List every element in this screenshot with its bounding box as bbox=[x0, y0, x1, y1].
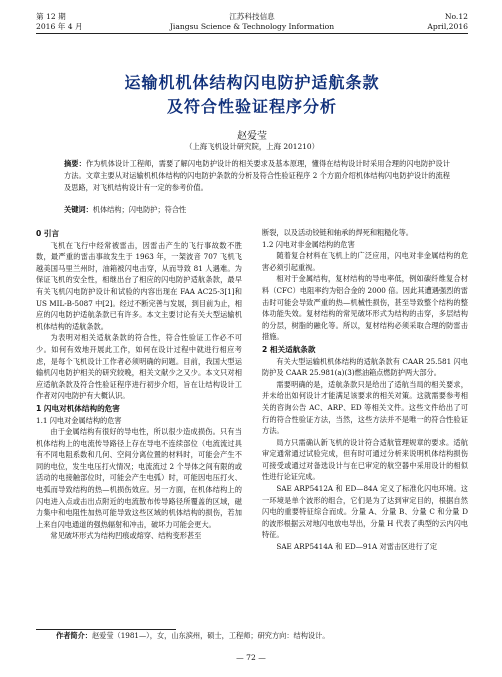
paragraph: 断裂，以及活动铰链和轴承的焊死和粗糙化等。 bbox=[262, 228, 413, 237]
footnote-rule bbox=[36, 629, 176, 630]
page-number: — 72 — bbox=[236, 653, 266, 662]
journal-name-cn: 江苏科技信息 bbox=[229, 12, 275, 21]
title-line-2: 及符合性验证程序分析 bbox=[166, 97, 337, 116]
keywords bbox=[64, 204, 450, 215]
paragraph: 由于金属结构有很好的导电性，所以很少造成损伤。只有当机体结构上的电流传导路径上存在导电不连续部位（电流流过具有不同电阻系数和几何、空间分离位置的材料时，可能会产生不同的电位，发生电压打火情况；电流流过 2 个导体之间有限的或活动的电接触部位时，可能会产生电弧）时，可能因电压打火、电弧而导致结构的热—机损伤效应。另一方面，在机体结构上的闪电进入点或击出点附近的电流散布传导路径所覆盖的区域，磁力集中和电阻性加热可能导致这些区域的机体结构的损伤，若加上来自闪电通道的强热辐射和冲击，破坏力可能会更大。 bbox=[36, 427, 242, 529]
footnote-label: 作者简介： bbox=[56, 631, 92, 640]
section-0-heading: 0 引言 bbox=[36, 229, 60, 238]
abstract bbox=[64, 158, 450, 193]
paragraph: 为表明对相关适航条款的符合性，符合性验证工作必不可少。如何有效地开展此工作，如何在设计过程中就进行相应考虑，是每个飞机设计工作者必须明确的问题。目前，我国大型运输机闪电防护相关的研究较晚，相关文献少之又少。本文只对相应适航条款及符合性验证程序进行初步介绍，旨在让结构设计工作者对闪电防护有大概认识。 bbox=[36, 333, 242, 401]
header-rule bbox=[36, 33, 468, 34]
paragraph: 局方只需确认新飞机的设计符合适航管理规章的要求。适航审定通常通过试验完成，但有时可通过分析来说明机体结构损伤可接受或通过对备选设计与在已审定的航空器中采用设计的相似性进行论证完成。 bbox=[262, 437, 468, 482]
paragraph: 随着复合材料在飞机上的广泛应用，闪电对非金属结构的危害必须引起重视。 bbox=[262, 251, 468, 272]
author-affiliation: （上海飞机设计研究院，上海 201210） bbox=[184, 142, 320, 151]
paragraph: 常见破坏形式为结构凹痕或熔穿、结构变形甚至 bbox=[50, 531, 202, 541]
paragraph: 有关大型运输机机体结构的适航条款有 CAAR 25.581 闪电防护及 CAAR 25.981(a)(3)燃油箱点燃防护两大部分。 bbox=[262, 356, 468, 378]
section-1-1-heading: 1.1 闪电对金属结构的危害 bbox=[36, 415, 122, 425]
issue-number-en: No.12 bbox=[444, 12, 468, 21]
left-column bbox=[36, 227, 242, 542]
footnote-text: 赵爱莹（1981—），女，山东滨州，硕士，工程师；研究方向：结构设计。 bbox=[91, 631, 330, 640]
author-name: 赵爱莹 bbox=[237, 131, 267, 142]
paragraph: 相对于金属结构，复材结构的导电率低，例如碳纤维复合材料（CFC）电阻率约为铝合金的 2000 倍。因此其遭遇强烈的雷击时可能会导致严重的热—机械性损伤，甚至导致整个结构的整体功能失效。复材结构的常见破坏形式为结构的击穿，多层结构的分层，树脂的融化等。所以，复材结构必须采取合理的防雷击措施。 bbox=[262, 274, 468, 342]
keywords-text: 机体结构；闪电防护；符合性 bbox=[92, 205, 187, 214]
issue-info-en bbox=[427, 12, 468, 32]
paragraph: 飞机在飞行中经常被雷击，因雷击产生的飞行事故数不胜数，最严重的雷击事故发生于 1963 年，一架波音 707 飞机飞越美国马里兰州时，油箱被闪电击穿，从而导致 81 人遇难。为保证飞机的安全性，相继出台了相应的闪电防护适航条款，最早有关飞机闪电防护设计和试验的内容出现在 FAA AC25-3[1]和 US MIL-B-5087 中[2]。经过不断完善与发展，到目前为止，相应的闪电防护适航条款已有许多。本文主要讨论有关大型运输机机体结构的适航条款。 bbox=[36, 240, 242, 331]
issue-date-en: April,2016 bbox=[427, 22, 468, 31]
paragraph: 需要明确的是，适航条款只是给出了适航当局的相关要求，并未给出如何设计才能满足该要求的相关对策。这就需要参考相关的咨询公告 AC、ARP、ED 等相关文件。这些文件给出了可行的符合性验证方法，当然，这些方法并不是唯一的符合性验证方法。 bbox=[262, 379, 468, 436]
paragraph: SAE ARP5414A 和 ED—91A 对雷击区进行了定 bbox=[276, 542, 438, 552]
right-column bbox=[262, 227, 468, 553]
section-2-heading: 2 相关适航条款 bbox=[262, 344, 316, 354]
journal-name-en: Jiangsu Science & Technology Information bbox=[169, 22, 335, 31]
abstract-label: 摘要： bbox=[64, 159, 86, 168]
journal-name bbox=[36, 12, 468, 32]
abstract-text: 作为机体设计工程师，需要了解闪电防护设计的相关要求及基本原理，懂得在结构设计时采用合理的闪电防护设计方法。文章主要从对运输机机体结构的闪电防护条款的分析及符合性验证程序 2 个方面介绍机体结构闪电防护设计的流程及思路，对飞机结构设计有一定的参考价值。 bbox=[64, 159, 450, 192]
issue-number: 第 12 期 bbox=[36, 12, 66, 21]
paragraph: SAE ARP5412A 和 ED—84A 定义了标准化闪电环境。这一环境是单个波形的组合，它们是为了达到审定目的，根据自然闪电的重要特征综合而成。分量 A、分量 B、分量 C 和分量 D 的波形根据云对地闪电放电导出，分量 H 代表了典型的云内闪电特征。 bbox=[262, 484, 468, 540]
title-line-1: 运输机机体结构闪电防护适航条款 bbox=[124, 73, 380, 92]
running-header bbox=[36, 12, 468, 34]
section-1-2-heading: 1.2 闪电对非金属结构的危害 bbox=[262, 239, 355, 249]
issue-date: 2016 年 4 月 bbox=[36, 22, 83, 31]
author-bio-footnote bbox=[56, 631, 468, 641]
keywords-label: 关键词： bbox=[64, 205, 93, 214]
section-1-heading: 1 闪电对机体结构的危害 bbox=[36, 403, 120, 413]
